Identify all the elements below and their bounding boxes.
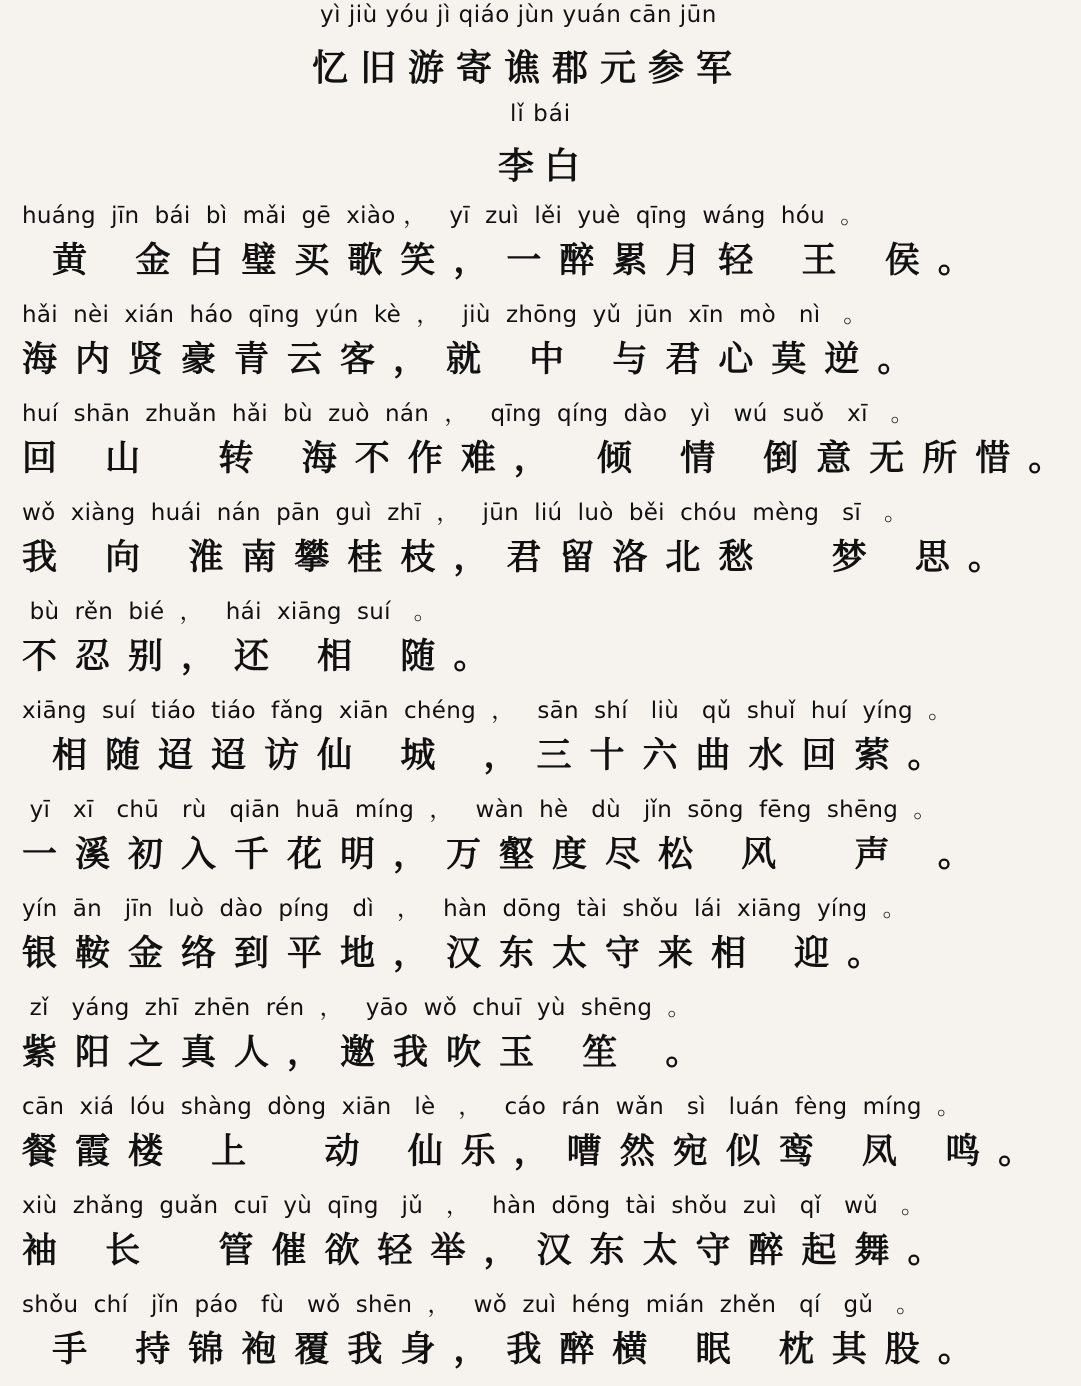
verse: [22, 396, 1081, 495]
poem-author: 李白: [498, 146, 591, 187]
verse-text: 不忍别，还 相 随。: [22, 637, 507, 677]
verse-text: 黄 金白璧买歌笑，一醉累月轻 王 侯。: [22, 241, 991, 281]
verse-pinyin: xiù zhǎng guǎn cuī yù qīng jǔ ， hàn dōng tài shǒu zuì qǐ wǔ 。: [22, 1193, 925, 1219]
verse-pinyin: xiāng suí tiáo tiáo fǎng xiān chéng ， sān shí liù qǔ shuǐ huí yíng 。: [22, 698, 952, 724]
verse: [22, 297, 931, 396]
verse-pinyin: zǐ yáng zhī zhēn rén ， yāo wǒ chuī yù shēng 。: [22, 995, 691, 1021]
verse-text: 手 持锦袍覆我身，我醉横 眠 枕其股。: [22, 1330, 991, 1370]
verse-text: 袖 长 管催欲轻举，汉东太守醉起舞。: [22, 1231, 961, 1271]
verse: [22, 495, 1021, 594]
verse-text: 紫阳之真人，邀我吹玉 笙 。: [22, 1033, 719, 1073]
verse-list: [22, 198, 1081, 1386]
verse-text: 一溪初入千花明，万壑度尽松 风 声 。: [22, 835, 991, 875]
verse-text: 回 山 转 海不作难， 倾 情 倒意无所惜。: [22, 439, 1081, 479]
verse: [22, 1287, 991, 1386]
verse-pinyin: hǎi nèi xián háo qīng yún kè ， jiù zhōng yǔ jūn xīn mò nì 。: [22, 302, 867, 328]
poem-title: 忆旧游寄谯郡元参军: [312, 48, 745, 89]
verse-pinyin: shǒu chí jǐn páo fù wǒ shēn ， wǒ zuì héng mián zhěn qí gǔ 。: [22, 1292, 920, 1318]
verse: [22, 1089, 1052, 1188]
verse: [22, 693, 961, 792]
verse-text: 餐霞楼 上 动 仙乐，嘈然宛似鸾 凤 鸣。: [22, 1132, 1052, 1172]
verse: [22, 1188, 961, 1287]
verse-text: 相随迢迢访仙 城 ，三十六曲水回萦。: [22, 736, 961, 776]
verse: [22, 198, 991, 297]
verse-text: 海内贤豪青云客，就 中 与君心莫逆。: [22, 340, 931, 380]
verse: [22, 990, 902, 1089]
verse-pinyin: huí shān zhuǎn hǎi bù zuò nán ， qīng qíng dào yì wú suǒ xī 。: [22, 401, 914, 427]
verse-pinyin: bù rěn bié ， hái xiāng suí 。: [22, 599, 437, 625]
verse-pinyin: huáng jīn bái bì mǎi gē xiào ， yī zuì lěi yuè qīng wáng hóu 。: [22, 203, 864, 229]
verse-pinyin: cān xiá lóu shàng dòng xiān lè ， cáo rán wǎn sì luán fèng míng 。: [22, 1094, 961, 1120]
verse-pinyin: yín ān jīn luò dào píng dì ， hàn dōng tài shǒu lái xiāng yíng 。: [22, 896, 906, 922]
verse-pinyin: yī xī chū rù qiān huā míng ， wàn hè dù jǐn sōng fēng shēng 。: [22, 797, 937, 823]
author-pinyin: lǐ bái: [510, 101, 572, 127]
verse-pinyin: wǒ xiàng huái nán pān guì zhī ， jūn liú luò běi chóu mèng sī 。: [22, 500, 908, 526]
title-pinyin: yì jiù yóu jì qiáo jùn yuán cān jūn: [320, 2, 717, 28]
verse-text: 我 向 淮南攀桂枝，君留洛北愁 梦 思。: [22, 538, 1021, 578]
verse: [22, 594, 902, 693]
verse: [22, 891, 906, 990]
verse: [22, 792, 991, 891]
verse-text: 银鞍金络到平地，汉东太守来相 迎。: [22, 934, 901, 974]
